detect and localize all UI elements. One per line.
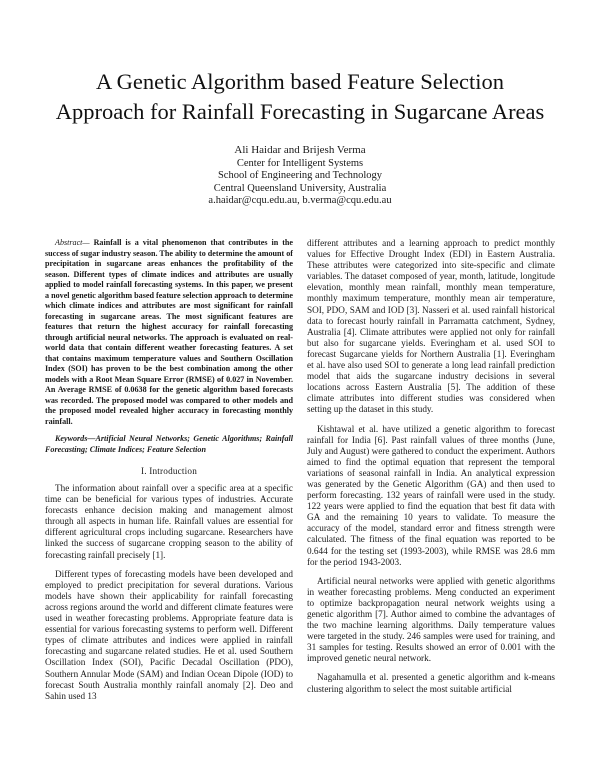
abstract-label: Abstract— — [55, 238, 90, 247]
right-column — [307, 238, 555, 703]
paragraph: Artificial neural networks were applied with genetic algorithms in weather forecasting problems. Meng conducted an experiment to optimize backpropagation neural network weights using a genetic algorithm [7]. Author aimed to combine the advantages of the two machine learning algorithms. Daily temperature values were targeted in the study. 246 samples were used for training, and 31 samples for testing. Results showed an error of 0.001 with the improved genetic neural network. — [307, 575, 555, 664]
affiliation-school: School of Engineering and Technology — [217, 170, 383, 181]
paragraph: Nagahamulla et al. presented a genetic algorithm and k-means clustering algorithm to select the most suitable artificial — [307, 672, 555, 694]
paragraph: different attributes and a learning approach to predict monthly values for Effective Drought Index (EDI) in Eastern Australia. These attributes were categorized into site-specific and climate variables. The dataset composed of year, month, latitude, longitude elevation, monthly mean rainfall, monthly mean temperature, monthly maximum temperature, monthly mean air temperature, SOI, PDO, SAM and IOD [3]. Nasseri et al. used rainfall historical data to forecast hourly rainfall in Parramatta catchment, Sydney, Australia [4]. Climate attributes were applied not only for rainfall but also for sugarcane yields. Everingham et al. used SOI to forecast Sugarcane yields for Northern Australia [1]. Everingham et al. have also used SOI to generate a long lead rainfall prediction model that aids the sugarcane industry decisions in several locations across Eastern Australia [5]. The addition of these climate attributes into different studies was considered when setting up the dataset in this study. — [307, 238, 555, 415]
author-emails: a.haidar@cqu.edu.au, b.verma@cqu.edu.au — [208, 195, 392, 206]
affiliation-university: Central Queensland University, Australia — [213, 182, 387, 194]
author-names: Ali Haidar and Brijesh Verma — [234, 144, 366, 156]
title-line-2: Approach for Rainfall Forecasting in Sugarcane Areas — [55, 99, 545, 125]
section-heading: I. Introduction — [140, 466, 198, 476]
author-block — [140, 144, 460, 208]
title-line-1: A Genetic Algorithm based Feature Selection — [95, 69, 505, 95]
keywords: Keywords—Artificial Neural Networks; Genetic Algorithms; Rainfall Forecasting; Climate Indices; Feature Selection — [45, 434, 293, 454]
paragraph: Kishtawal et al. have utilized a genetic algorithm to forecast rainfall for India [6]. Past rainfall values of three months (June, July and August) were gathered to conduct the experiment. Authors aimed to find the optimal equation that represent the temporal variations of seasonal rainfall in India. An analytical expression was generated by the Genetic Algorithm (GA) and then used to perform forecasting. 132 years of rainfall were used in the study. 122 years were applied to find the equation that best fit data with GA and the remaining 10 years to validate. To measure the accuracy of the model, standard error and fitness strength were calculated. The fitness of the final equation was reported to be 0.644 for the testing set (1993-2003), while RMSE was 28.6 mm for the period 1943-2003. — [307, 423, 555, 567]
paper-title — [30, 67, 570, 127]
abstract-text: Rainfall is a vital phenomenon that contributes in the success of sugar industry season. The ability to determine the amount of precipitation in sugarcane areas enhances the profitability of the season. Different types of climate indices and attributes are usually applied to model rainfall forecasting systems. In this paper, we present a novel genetic algorithm based feature selection approach to determine which climate indices and attributes are most significant for rainfall forecasting in sugarcane areas. The most significant features are features that return the highest accuracy for rainfall forecasting through artificial neural networks. The approach is evaluated on real-world data that contain different weather forecasting features. A set that contains maximum temperature values and Southern Oscillation Index (SOI) has proven to be the best combination among the other models with a Root Mean Square Error (RMSE) of 0.027 in November. An Average RMSE of 0.0638 for the genetic algorithm based forecasts was recorded. The proposed model was compared to other models and the proposed model revealed higher accuracy in forecasting monthly rainfall. — [45, 238, 293, 426]
affiliation-center: Center for Intelligent Systems — [236, 157, 364, 169]
paragraph: Different types of forecasting models have been developed and employed to predict precipitation for several durations. Various models have shown their applicability for rainfall forecasting across regions around the world and different climate features were used in weather forecasting problems. Appropriate feature data is essential for various forecasting systems to perform well. Different types of climate attributes and indices were applied in rainfall forecasting and sugarcane related studies. He et al. used Southern Oscillation Index (SOI), Pacific Decadal Oscillation (PDO), Southern Annular Mode (SAM) and Indian Ocean Dipole (IOD) to forecast South Australia monthly rainfall anomaly [2]. Deo and Sahin used 13 — [45, 568, 293, 701]
abstract — [45, 238, 293, 427]
left-column — [45, 238, 293, 710]
paragraph: The information about rainfall over a specific area at a specific time can be beneficial for various types of industries. Accurate forecasts enhance decision making and management almost through all aspects in human life. Rainfall values are essential for different agricultural crops including sugarcane. Researchers have linked the success of sugarcane cropping season to the ability of forecasting rainfall precisely [1]. — [45, 483, 293, 560]
